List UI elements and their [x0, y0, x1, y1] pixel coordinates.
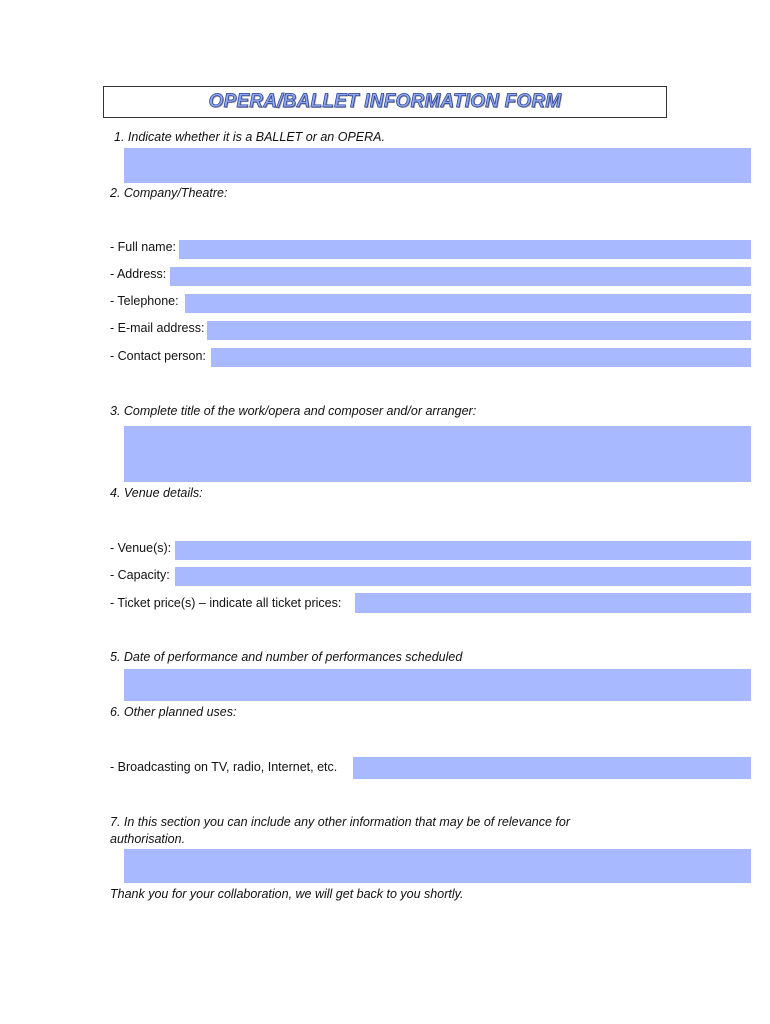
address-field[interactable] — [170, 267, 751, 286]
contact-person-label: - Contact person: — [110, 349, 206, 363]
form-title: OPERA/BALLET INFORMATION FORM — [208, 91, 562, 112]
broadcasting-field[interactable] — [353, 757, 751, 779]
form-title-box — [103, 86, 667, 118]
broadcasting-label: - Broadcasting on TV, radio, Internet, etc. — [110, 760, 338, 774]
question-7-label: 7. In this section you can include any other information that may be of relevance for — [110, 815, 570, 829]
performance-dates-field[interactable] — [124, 669, 751, 701]
capacity-field[interactable] — [175, 567, 751, 586]
capacity-label: - Capacity: — [110, 568, 170, 582]
venues-label: - Venue(s): — [110, 541, 172, 555]
full-name-label: - Full name: — [110, 240, 176, 254]
question-3-label: 3. Complete title of the work/opera and composer and/or arranger: — [110, 404, 477, 418]
full-name-field[interactable] — [179, 240, 751, 259]
question-4-label: 4. Venue details: — [110, 486, 203, 500]
other-information-field[interactable] — [124, 849, 751, 883]
question-6-label: 6. Other planned uses: — [110, 705, 237, 719]
thank-you-note: Thank you for your collaboration, we will get back to you shortly. — [110, 887, 464, 901]
telephone-field[interactable] — [185, 294, 751, 313]
venues-field[interactable] — [175, 541, 751, 560]
question-5-label: 5. Date of performance and number of performances scheduled — [110, 650, 463, 664]
question-1-label: 1. Indicate whether it is a BALLET or an OPERA. — [114, 130, 385, 144]
question-7-label-continued: authorisation. — [110, 832, 186, 846]
question-2-label: 2. Company/Theatre: — [110, 186, 228, 200]
telephone-label: - Telephone: — [110, 294, 179, 308]
work-title-field[interactable] — [124, 426, 751, 482]
ballet-or-opera-field[interactable] — [124, 148, 751, 183]
ticket-prices-label: - Ticket price(s) – indicate all ticket prices: — [110, 596, 342, 610]
email-label: - E-mail address: — [110, 321, 205, 335]
contact-person-field[interactable] — [211, 348, 751, 367]
email-field[interactable] — [207, 321, 751, 340]
address-label: - Address: — [110, 267, 167, 281]
ticket-prices-field[interactable] — [355, 593, 751, 613]
